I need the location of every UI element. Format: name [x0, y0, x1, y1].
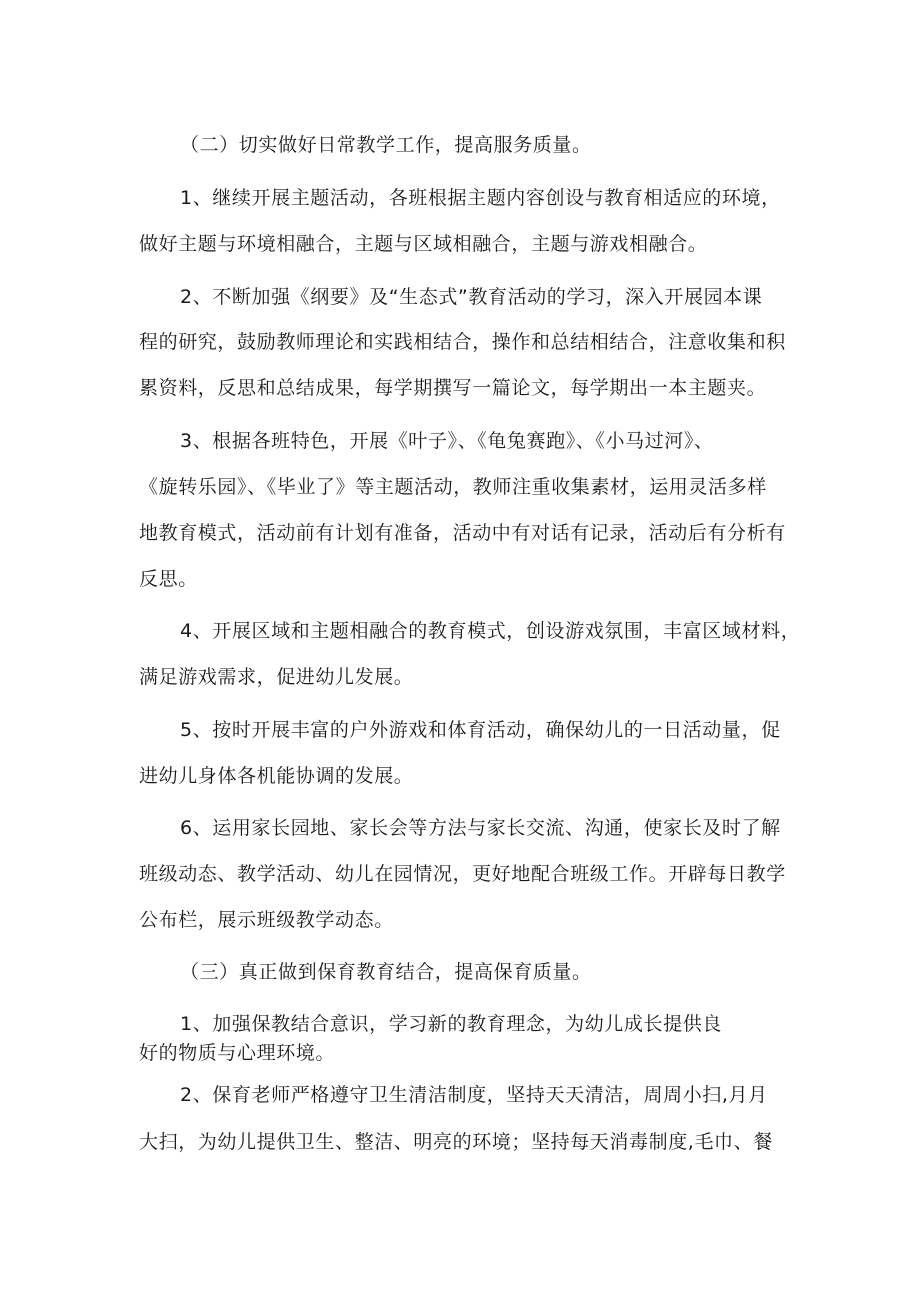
paragraph-line: 2、保育老师严格遵守卫生清洁制度，坚持天天清洁，周周小扫,月月 — [180, 1084, 768, 1106]
paragraph-line: 好的物质与心理环境。 — [139, 1042, 336, 1064]
paragraph-line: 5、按时开展丰富的户外游戏和体育活动，确保幼儿的一日活动量，促 — [180, 719, 781, 741]
paragraph-line: 6、运用家长园地、家长会等方法与家长交流、沟通，使家长及时了解 — [180, 817, 781, 839]
paragraph-line: 2、不断加强《纲要》及“生态式”教育活动的学习，深入开展园本课 — [180, 286, 763, 308]
paragraph-line: 反思。 — [139, 568, 198, 590]
paragraph-line: 大扫，为幼儿提供卫生、整洁、明亮的环境；坚持每天消毒制度,毛巾、餐 — [139, 1131, 773, 1153]
paragraph-line: 《旋转乐园》、《毕业了》等主题活动，教师注重收集素材，运用灵活多样 — [139, 476, 767, 498]
section-heading-2: （二）切实做好日常教学工作，提高服务质量。 — [180, 134, 592, 156]
paragraph-line: 进幼儿身体各机能协调的发展。 — [139, 765, 414, 787]
paragraph-line: 3、根据各班特色，开展《叶子》、《龟兔赛跑》、《小马过河》、 — [180, 430, 714, 452]
paragraph-line: 公布栏，展示班级教学动态。 — [139, 909, 394, 931]
paragraph-line: 1、继续开展主题活动，各班根据主题内容创设与教育相适应的环境， — [180, 187, 781, 209]
paragraph-line: 程的研究，鼓励教师理论和实践相结合，操作和总结相结合，注意收集和积 — [139, 331, 786, 353]
paragraph-line: 累资料，反思和总结成果，每学期撰写一篇论文，每学期出一本主题夹。 — [139, 377, 767, 399]
paragraph-line: 1、加强保教结合意识，学习新的教育理念，为幼儿成长提供良 — [180, 1013, 722, 1035]
paragraph-line: 班级动态、教学活动、幼儿在园情况，更好地配合班级工作。开辟每日教学 — [139, 863, 786, 885]
paragraph-line: 4、开展区域和主题相融合的教育模式，创设游戏氛围，丰富区域材料， — [180, 620, 801, 642]
paragraph-line: 地教育模式，活动前有计划有准备，活动中有对话有记录，活动后有分析有 — [139, 522, 786, 544]
paragraph-line: 做好主题与环境相融合，主题与区域相融合，主题与游戏相融合。 — [139, 233, 708, 255]
paragraph-line: 满足游戏需求，促进幼儿发展。 — [139, 666, 414, 688]
section-heading-3: （三）真正做到保育教育结合，提高保育质量。 — [180, 961, 592, 983]
